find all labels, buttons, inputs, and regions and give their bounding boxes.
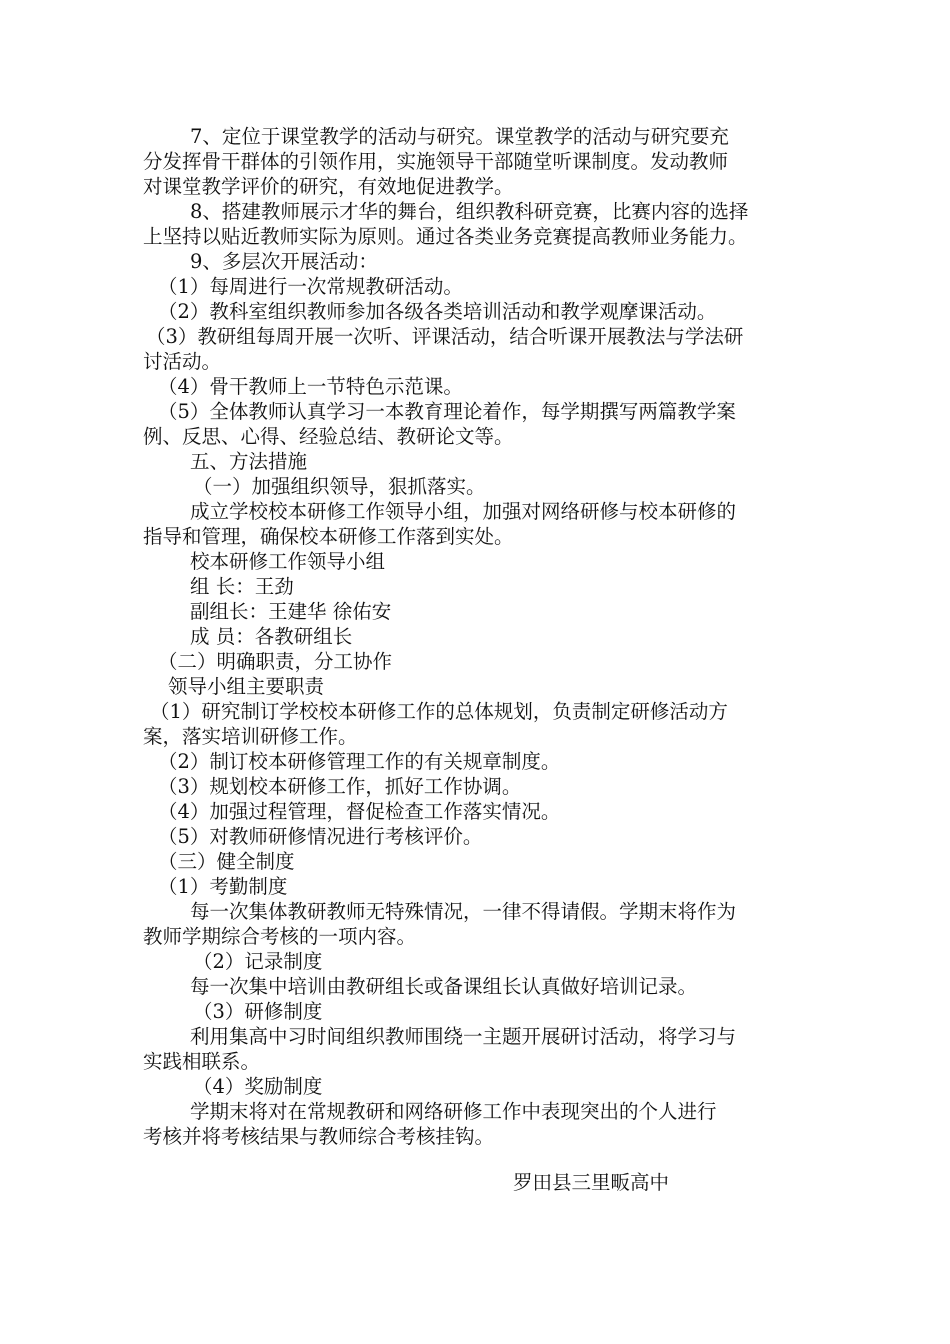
paragraph-8-line-1: 8、搭建教师展示才华的舞台，组织教科研竞赛，比赛内容的选择 (190, 200, 749, 223)
study-system-heading: （3）研修制度 (193, 1000, 323, 1023)
list-item-1: （1）每周进行一次常规教研活动。 (158, 275, 463, 298)
group-leader: 组 长：王劲 (190, 575, 294, 598)
duty-5: （5）对教师研修情况进行考核评价。 (158, 825, 483, 848)
subsection-two-heading: （二）明确职责，分工协作 (158, 650, 393, 673)
group-title: 校本研修工作领导小组 (190, 550, 386, 573)
record-paragraph: 每一次集中培训由教研组长或备课组长认真做好培训记录。 (190, 975, 698, 998)
list-item-4: （4）骨干教师上一节特色示范课。 (158, 375, 463, 398)
duty-2: （2）制订校本研修管理工作的有关规章制度。 (158, 750, 561, 773)
leadership-paragraph-line-2: 指导和管理，确保校本研修工作落到实处。 (143, 525, 514, 548)
attendance-paragraph-line-1: 每一次集体教研教师无特殊情况，一律不得请假。学期末将作为 (190, 900, 737, 923)
attendance-paragraph-line-2: 教师学期综合考核的一项内容。 (143, 925, 417, 948)
section-five-heading: 五、方法措施 (190, 450, 308, 473)
study-paragraph-line-2: 实践相联系。 (143, 1050, 261, 1073)
list-item-5-line-2: 例、反思、心得、经验总结、教研论文等。 (143, 425, 514, 448)
duty-4: （4）加强过程管理，督促检查工作落实情况。 (158, 800, 561, 823)
duties-heading: 领导小组主要职责 (168, 675, 325, 698)
list-item-5-line-1: （5）全体教师认真学习一本教育理论着作，每学期撰写两篇教学案 (158, 400, 736, 423)
paragraph-7-line-3: 对课堂教学评价的研究，有效地促进教学。 (143, 175, 514, 198)
school-signature: 罗田县三里畈高中 (513, 1171, 670, 1194)
record-system-heading: （2）记录制度 (193, 950, 323, 973)
group-members: 成 员：各教研组长 (190, 625, 353, 648)
reward-system-heading: （4）奖励制度 (193, 1075, 323, 1098)
duty-1-line-1: （1）研究制订学校校本研修工作的总体规划，负责制定研修活动方 (150, 700, 728, 723)
attendance-system-heading: （1）考勤制度 (158, 875, 288, 898)
paragraph-7-line-2: 分发挥骨干群体的引领作用，实施领导干部随堂听课制度。发动教师 (143, 150, 729, 173)
subsection-three-heading: （三）健全制度 (158, 850, 295, 873)
list-item-3-line-2: 讨活动。 (143, 350, 222, 373)
subsection-one-heading: （一）加强组织领导，狠抓落实。 (193, 475, 486, 498)
duty-1-line-2: 案，落实培训研修工作。 (143, 725, 358, 748)
paragraph-7-line-1: 7、定位于课堂教学的活动与研究。课堂教学的活动与研究要充 (190, 125, 729, 148)
paragraph-9-heading: 9、多层次开展活动： (190, 250, 378, 273)
reward-paragraph-line-1: 学期末将对在常规教研和网络研修工作中表现突出的个人进行 (190, 1100, 717, 1123)
paragraph-8-line-2: 上坚持以贴近教师实际为原则。通过各类业务竞赛提高教师业务能力。 (143, 225, 748, 248)
list-item-2: （2）教科室组织教师参加各级各类培训活动和教学观摩课活动。 (158, 300, 717, 323)
list-item-3-line-1: （3）教研组每周开展一次听、评课活动，结合听课开展教法与学法研 (146, 325, 744, 348)
leadership-paragraph-line-1: 成立学校校本研修工作领导小组，加强对网络研修与校本研修的 (190, 500, 737, 523)
reward-paragraph-line-2: 考核并将考核结果与教师综合考核挂钩。 (143, 1125, 495, 1148)
group-deputy-leaders: 副组长：王建华 徐佑安 (190, 600, 392, 623)
duty-3: （3）规划校本研修工作，抓好工作协调。 (158, 775, 522, 798)
study-paragraph-line-1: 利用集高中习时间组织教师围绕一主题开展研讨活动，将学习与 (190, 1025, 737, 1048)
